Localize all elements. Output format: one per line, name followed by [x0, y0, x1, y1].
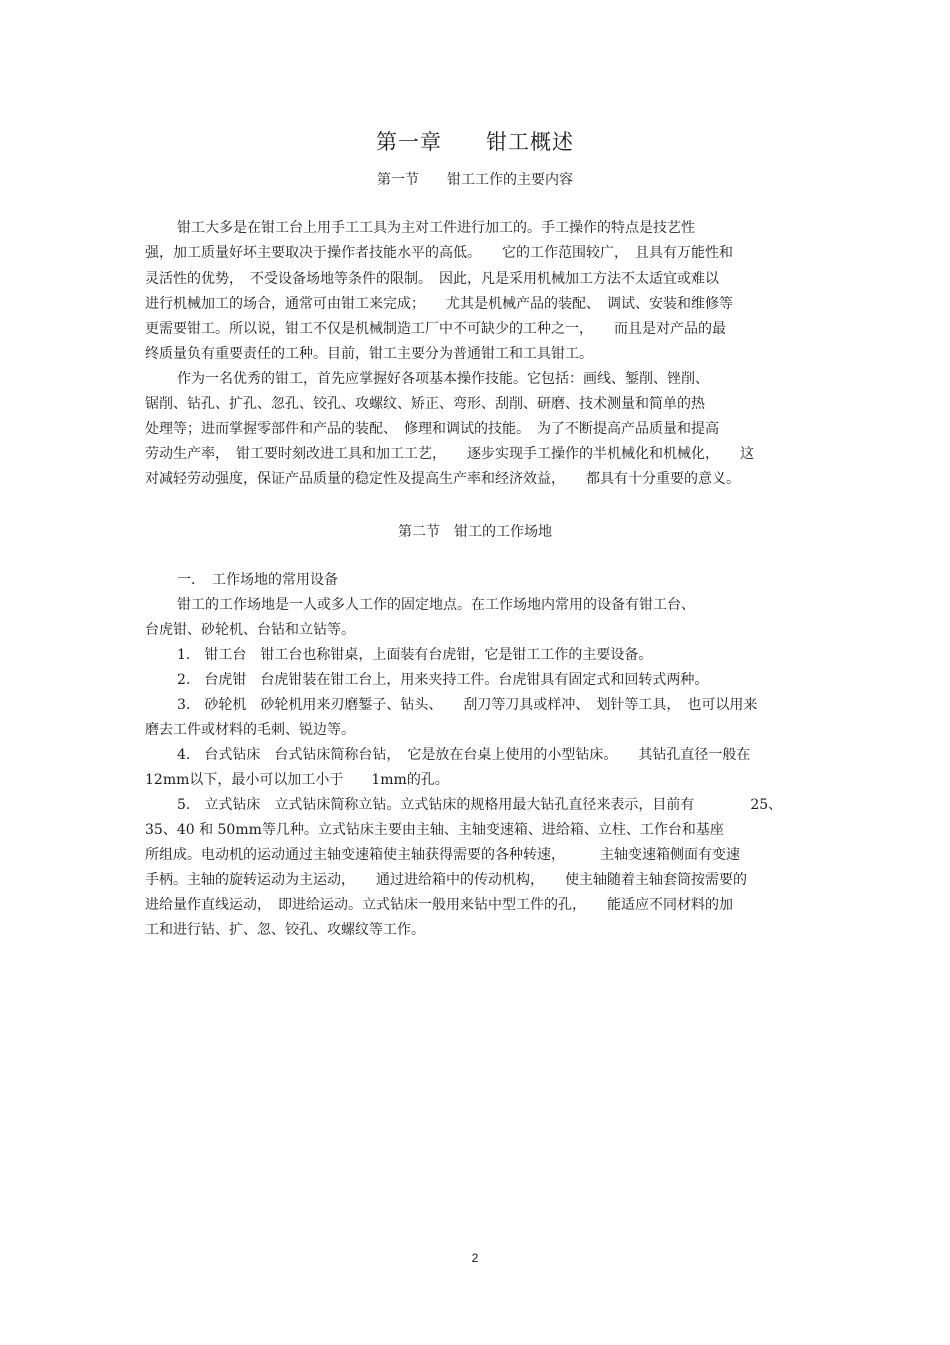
paragraph-line: 强，加工质量好坏主要取决于操作者技能水平的高低。 它的工作范围较广， 且具有万能性和 [145, 245, 733, 261]
paragraph-line: 所组成。电动机的运动通过主轴变速箱使主轴获得需要的各种转速， 主轴变速箱侧面有变速 [145, 847, 740, 863]
paragraph-line: 钳工的工作场地是一人或多人工作的固定地点。在工作场地内常用的设备有钳工台、 [177, 597, 695, 613]
paragraph-line: 进行机械加工的场合，通常可由钳工来完成； 尤其是机械产品的装配、 调试、安装和维修等 [145, 296, 733, 312]
paragraph-line: 进给量作直线运动， 即进给运动。立式钻床一般用来钻中型工件的孔， 能适应不同材料的加 [145, 897, 733, 913]
paragraph-line: 35、40 和 50mm等几种。立式钻床主要由主轴、主轴变速箱、进给箱、立柱、工作台和基座 [145, 822, 724, 838]
page-number: 2 [471, 1251, 479, 1265]
chapter-title: 第一章 钳工概述 [376, 130, 574, 154]
list-item: 1. 钳工台 钳工台也称钳桌，上面装有台虎钳，它是钳工工作的主要设备。 [177, 647, 653, 663]
paragraph-line: 12mm以下，最小可以加工小于 1mm的孔。 [145, 772, 449, 788]
list-item: 3. 砂轮机 砂轮机用来刃磨錾子、钻头、 刮刀等刀具或样冲、 划针等工具， 也可以用来 [177, 697, 758, 713]
list-item: 2. 台虎钳 台虎钳装在钳工台上，用来夹持工件。台虎钳具有固定式和回转式两种。 [177, 672, 709, 688]
list-item: 4. 台式钻床 台式钻床简称台钻， 它是放在台桌上使用的小型钻床。 其钻孔直径一般在 [177, 747, 751, 763]
section-title: 第二节 钳工的工作场地 [398, 524, 552, 540]
paragraph-line: 锯削、钻孔、扩孔、忽孔、铰孔、攻螺纹、矫正、弯形、刮削、研磨、技术测量和简单的热 [145, 396, 705, 412]
paragraph-line: 处理等；进而掌握零部件和产品的装配、 修理和调试的技能。 为了不断提高产品质量和提高 [145, 421, 719, 437]
paragraph-line: 灵活性的优势， 不受设备场地等条件的限制。 因此，凡是采用机械加工方法不太适宜或难以 [145, 271, 719, 287]
paragraph-line: 对减轻劳动强度，保证产品质量的稳定性及提高生产率和经济效益， 都具有十分重要的意义。 [145, 471, 740, 487]
list-item: 5. 立式钻床 立式钻床简称立钻。立式钻床的规格用最大钻孔直径来表示，目前有 25、 [177, 797, 783, 813]
paragraph-line: 手柄。主轴的旋转运动为主运动， 通过进给箱中的传动机构， 使主轴随着主轴套筒按需要的 [145, 872, 747, 888]
paragraph-line: 作为一名优秀的钳工，首先应掌握好各项基本操作技能。它包括：画线、錾削、锉削、 [177, 371, 709, 387]
subheading: 一． 工作场地的常用设备 [177, 572, 338, 588]
paragraph-line: 更需要钳工。所以说，钳工不仅是机械制造工厂中不可缺少的工种之一， 而且是对产品的最 [145, 321, 726, 337]
section-title: 第一节 钳工工作的主要内容 [377, 172, 573, 188]
paragraph-line: 劳动生产率， 钳工要时刻改进工具和加工工艺， 逐步实现手工操作的半机械化和机械化， 这 [145, 446, 754, 462]
paragraph-line: 台虎钳、砂轮机、台钻和立钻等。 [145, 622, 355, 638]
paragraph-line: 终质量负有重要责任的工种。目前，钳工主要分为普通钳工和工具钳工。 [145, 346, 593, 362]
paragraph-line: 磨去工件或材料的毛刺、锐边等。 [145, 722, 355, 738]
paragraph-line: 钳工大多是在钳工台上用手工工具为主对工件进行加工的。手工操作的特点是技艺性 [177, 220, 695, 236]
paragraph-line: 工和进行钻、扩、忽、铰孔、攻螺纹等工作。 [145, 922, 425, 938]
